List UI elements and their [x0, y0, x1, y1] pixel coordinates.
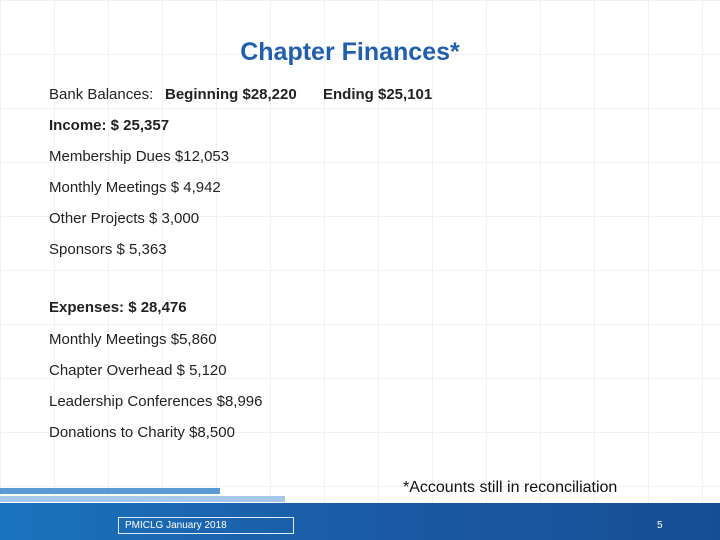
income-item: Sponsors $ 5,363 [49, 241, 167, 258]
expense-item: Donations to Charity $8,500 [49, 424, 235, 441]
income-item: Other Projects $ 3,000 [49, 210, 200, 227]
page-number: 5 [657, 520, 663, 531]
decorative-band [0, 496, 285, 502]
income-item: Monthly Meetings $ 4,942 [49, 179, 221, 196]
expense-item: Chapter Overhead $ 5,120 [49, 362, 227, 379]
decorative-band [0, 488, 220, 494]
reconciliation-footnote: *Accounts still in reconciliation [403, 479, 618, 496]
bank-balances-label: Bank Balances: [49, 86, 154, 103]
income-heading: Income: $ 25,357 [49, 117, 170, 134]
expense-item: Monthly Meetings $5,860 [49, 331, 217, 348]
beginning-balance: Beginning $28,220 [165, 86, 297, 103]
income-item: Membership Dues $12,053 [49, 148, 230, 165]
footer-bar [0, 503, 720, 540]
expenses-heading: Expenses: $ 28,476 [49, 299, 187, 316]
ending-balance: Ending $25,101 [323, 86, 433, 103]
slide-title: Chapter Finances* [240, 38, 460, 66]
footer-label: PMICLG January 2018 [118, 517, 294, 534]
expense-item: Leadership Conferences $8,996 [49, 393, 263, 410]
